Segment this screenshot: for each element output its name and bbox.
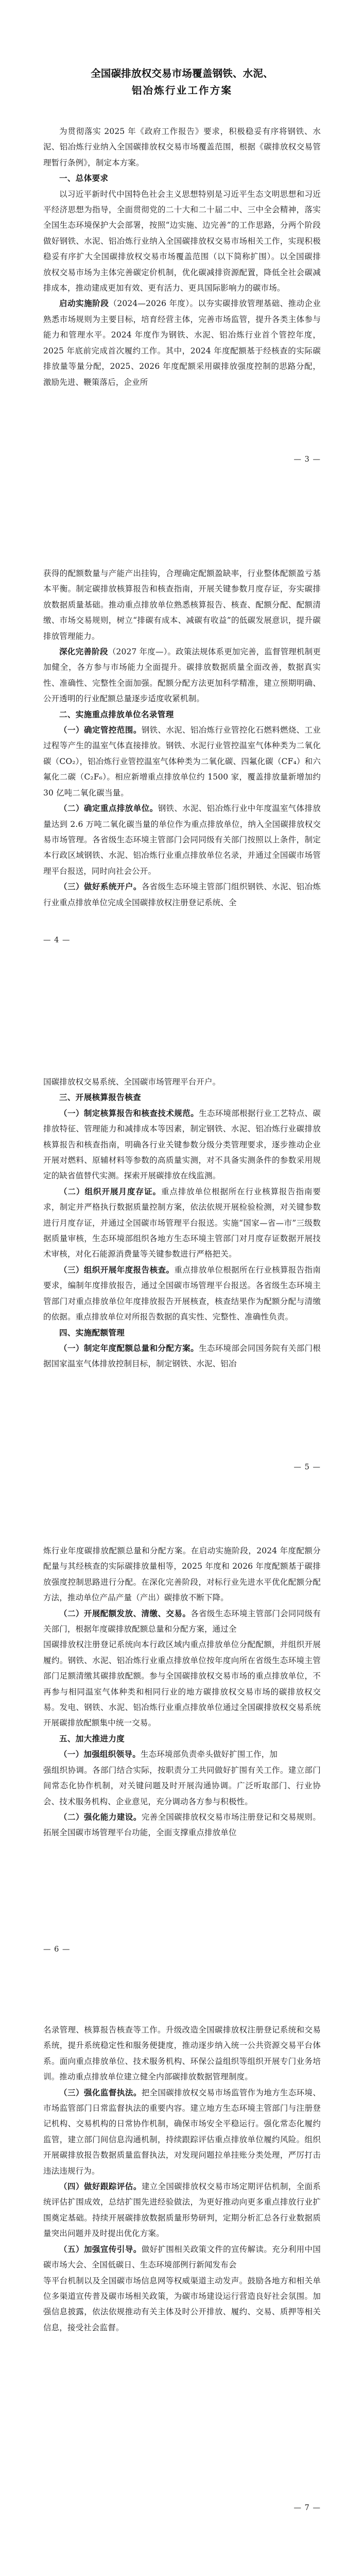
page-number-1: — 3 — [293, 455, 321, 464]
page-2-top-spacer [43, 520, 321, 566]
section-3-item-3-text: 重点排放单位根据所在行业核算报告指南要求，编制年度排放报告，通过全国碳市场管理平台报送。各省级生态环境主管部门对重点排放单位年度排放报告开展核查，核查结果作为配额分配与清缴的依据。重点排放单位对所报告数据的真实性、完整性、准确性负责。 [43, 1265, 321, 1322]
section-3-item-2-label: （二）组织开展月度存证。 [59, 1187, 162, 1196]
page-number-2: — 4 — [43, 936, 71, 944]
section-3-item-2 [43, 1184, 321, 1262]
section-2-item-3-text: 各省级生态环境主管部门组织钢铁、水泥、铝冶炼行业重点排放单位完成全国碳排放权注册登记系统、全 [43, 882, 321, 907]
section-heading-4: 四、实施配额管理 [59, 1328, 125, 1337]
section-3-item-3-label: （三）组织开展年度报告核查。 [59, 1265, 175, 1275]
section-5-item-5-continued: 等平台机制以及全国碳市场信息网等权威渠道主动发声。鼓励各地方和相关单位多渠道宣传普及碳市场相关政策，为碳市场建设运行营造良好社会氛围。加强信息披露，依法依规推动有关主体及时公开排放、履约、交易、质押等相关信息，接受社会监督。 [43, 2276, 321, 2332]
section-3-item-1-text: 生态环境部根据行业工艺特点、碳排放特征、管理能力和减排成本等因素，制定钢铁、水泥、铝冶炼行业碳排放核算报告和核查指南，明确各行业关键参数分级分类管理要求，逐步推动企业开展对燃料、原辅材料等参数的高质量实测，对不具备实测条件的参数采用规定的缺省值替代实测。探索开展碳排放在线监测。 [43, 1108, 321, 1181]
section-3-item-3 [43, 1262, 321, 1325]
section-5-item-4-text: 建立全国碳排放权交易市场定期评估机制，全面系统评估扩围成效，总结扩围先进经验做法，为更好推动向更多重点排放行业扩围奠定基础。持续开展碳排放数据质量形势研判，定期分析汇总各行业数据质量突出问题并及时提出优化方案。 [43, 2182, 321, 2239]
section-2-item-2 [43, 801, 321, 879]
section-heading-3: 三、开展核算报告核查 [59, 1093, 142, 1103]
title-top-spacer [43, 0, 321, 65]
page-5-top-spacer [43, 1973, 321, 2022]
page-title [43, 65, 321, 99]
section-3-item-1 [43, 1106, 321, 1184]
page-3-body [43, 1074, 321, 1372]
page-number-4: — 6 — [43, 1945, 71, 1954]
section-4-item-2-label: （二）开展配额发放、清缴、交易。 [59, 1608, 191, 1618]
section-2-item-2-text: 钢铁、水泥、铝冶炼行业中年度温室气体排放量达到 2.6 万吨二氧化碳当量的单位作为重点排放单位，纳入全国碳排放权交易市场管理。各省级生态环境主管部门会同同级有关部门按照以上条件，制定本行政区域钢铁、水泥、铝冶炼行业重点排放单位名录，并通过全国碳市场管理平台报送，同时向社会公开。 [43, 804, 321, 876]
page-4-body [43, 1543, 321, 1841]
page-title-line-2: 铝冶炼行业工作方案 [131, 84, 233, 96]
section-5-item-3-text: 把全国碳排放权交易市场监管作为地方生态环境、市场监管部门日常监督执法的重要内容。建立地方生态环境主管部门与注册登记机构、交易机构的日常协作机制，确保市场安全平稳运行。强化常态化履约监管，建立部门间信息沟通机制，持续跟踪评估重点排放单位履约风险。组织开展碳排放报告数据质量监督执法，对发现问题拉单挂账分类处理，严厉打击违法违规行为。 [43, 2088, 321, 2176]
page-4-top-spacer [43, 1489, 321, 1543]
page-2-body [43, 566, 321, 910]
section-heading-5: 五、加大推进力度 [59, 1734, 125, 1743]
section-2-item-1-label: （一）确定管控范围。 [59, 725, 142, 735]
section-1-phase-1-continued: 获得的配额数量与产能产出挂钩，合理确定配额盈缺率，行业整体配额盈亏基本平衡。制定碳排放核算报告和核查指南，开展关键参数月度存证，夯实碳排放数据质量基础。推动重点排放单位熟悉核算报告、核查、配额分配、配额清缴、市场交易规则，树立“排碳有成本、减碳有收益”的低碳发展意识，提升碳排放管理能力。 [43, 569, 321, 641]
section-5-item-2-continued: 名录管理、核算报告核查等工作。升级改造全国碳排放权注册登记系统和交易系统，提升系统稳定性和服务便捷度，推动逐步纳入统一公共资源交易平台体系。面向重点排放单位、技术服务机构、环保公益组织等组织开展专门业务培训。推动重点排放单位建立健全内部碳排放数据管理制度。 [43, 2025, 321, 2082]
section-4-item-2 [43, 1606, 321, 1637]
phase-1-text: （2024—2026 年度）。以夯实碳排放管理基础、推动企业熟悉市场规则为主要目标，培育经营主体，完善市场监管，提升各类主体参与能力和管理水平。2024 年度作为钢铁、水泥、铝冶炼行业首个管控年度，2025 年底前完成首次履约工作。其中，2024 年度配额基于经核查的实际碳排放量等量分配，2025、2026 年度配额采用碳排放强度控制的思路分配，激励先进、鞭策落后，企业所 [43, 299, 321, 387]
section-1-phase-2-paragraph [43, 644, 321, 707]
section-4-item-1-label: （一）制定年度配额总量和分配方案。 [59, 1343, 199, 1353]
section-heading-2: 二、实施重点排放单位名录管理 [59, 709, 174, 719]
section-4-item-2-continued: 国碳排放权注册登记系统向本行政区域内重点排放单位分配配额，并组织开展履约。钢铁、水泥、铝冶炼行业重点排放单位按年度向所在省级生态环境主管部门足额清缴其碳排放配额。参与全国碳排放权交易市场的重点排放单位，不再参与相同温室气体种类和相同行业的地方碳排放权交易市场的碳排放权交易。发电、钢铁、水泥、铝冶炼行业重点排放单位通过全国碳排放权交易系统开展碳排放配额集中统一交易。 [43, 1640, 321, 1728]
section-5-item-1-continued: 强组织协调。各部门结合实际，按职责分工共同做好扩围有关工作。建立部门间常态化协作机制，对关键问题及时开展沟通协调。广泛听取部门、行业协会、技术服务机构、企业意见，充分调动各方参与积极性。 [43, 1765, 321, 1806]
section-5-item-5 [43, 2242, 321, 2273]
section-3-item-1-label: （一）制定核算报告和核查技术规范。 [59, 1108, 199, 1118]
document-page-5 [0, 1973, 364, 2576]
section-2-item-3-continued: 国碳排放权交易系统、全国碳市场管理平台开户。 [43, 1077, 221, 1087]
document-page-2 [0, 520, 364, 1005]
section-4-item-1-text: 生态环境部会同国务院有关部门根据国家温室气体排放控制目标，制定钢铁、水泥、铝冶 [43, 1343, 321, 1369]
section-5-item-3-label: （三）强化监督执法。 [59, 2088, 142, 2097]
document-page-4 [0, 1489, 364, 1973]
document-page-3 [0, 1005, 364, 1489]
section-5-item-2-text: 完善全国碳排放权交易市场注册登记和交易规则。拓展全国碳市场管理平台功能，全面支撑重点排放单位 [43, 1812, 321, 1838]
section-5-item-2-label: （二）强化能力建设。 [59, 1812, 142, 1822]
section-2-item-2-label: （二）确定重点排放单位。 [59, 804, 158, 814]
section-5-item-5-text: 做好扩围相关政策文件的宣传解读。充分利用中国碳市场大会、全国低碳日、生态环境部例行新闻发布会 [43, 2244, 321, 2270]
section-4-item-1 [43, 1341, 321, 1372]
section-5-item-1-label: （一）加强组织领导。 [59, 1750, 141, 1759]
section-5-item-3 [43, 2085, 321, 2179]
page-number-3: — 5 — [293, 1463, 321, 1471]
section-5-item-4 [43, 2179, 321, 2242]
section-1-phase-1-paragraph [43, 296, 321, 389]
page-number-5: — 7 — [293, 2504, 321, 2512]
section-5-item-1 [43, 1747, 321, 1762]
section-2-item-3 [43, 879, 321, 910]
preamble-paragraph: 为贯彻落实 2025 年《政府工作报告》要求，积极稳妥有序将钢铁、水泥、铝冶炼行业纳入全国碳排放权交易市场覆盖范围，根据《碳排放权交易管理暂行条例》，制定本方案。 [43, 127, 321, 167]
section-2-item-1 [43, 722, 321, 801]
section-2-item-1-text: 钢铁、水泥、铝冶炼行业管控化石燃料燃烧、工业过程等产生的温室气体直接排放。钢铁、水泥行业管控温室气体种类为二氧化碳（CO₂），铝冶炼行业管控温室气体种类为二氧化碳、四氟化碳（CF₄）和六氟化二碳（C₂F₆）。相应新增重点排放单位约 1500 家，覆盖排放量新增加约 30 亿吨二氧化碳当量。 [43, 725, 321, 798]
phase-2-text: （2027 年度—）。政策法规体系更加完善，监督管理机制更加健全，各方参与市场能力全面提升。碳排放数据质量全面改善，数据真实性、准确性、完整性全面加强。配额分配方法更加科学精准，建立预期明确、公开透明的行业配额总量逐步适度收紧机制。 [43, 647, 321, 704]
section-5-item-4-label: （四）做好跟踪评估。 [59, 2182, 142, 2192]
page-5-body [43, 2022, 321, 2335]
page-3-top-spacer [43, 1005, 321, 1074]
section-4-item-1-continued: 炼行业年度碳排放配额总量和分配方案。在启动实施阶段，2024 年度配额分配量与其经核查的实际碳排放量相等，2025 年度和 2026 年度配额基于碳排放强度控制思路进行分配。在深化完善阶段，对标行业先进水平优化配额分配方法，推动单位产品产量（产出）碳排放不断下降。 [43, 1546, 321, 1603]
section-5-item-1-text: 生态环境部负责牵头做好扩围工作，加 [141, 1750, 278, 1759]
section-heading-1: 一、总体要求 [59, 174, 109, 183]
title-gap-spacer [43, 99, 321, 124]
section-1-paragraph-1: 以习近平新时代中国特色社会主义思想特别是习近平生态文明思想和习近平经济思想为指导，全面贯彻党的二十大和二十届二中、三中全会精神，落实全国生态环境保护大会部署，按照“边实施、边完善”的工作思路，分两个阶段做好钢铁、水泥、铝冶炼行业纳入全国碳排放权交易市场相关工作，实现积极稳妥有序扩大全国碳排放权交易市场覆盖范围（以下简称扩围）。以全国碳排放权交易市场为主体完善碳定价机制，优化碳减排资源配置，降低全社会碳减排成本，推动建成更加有效、更有活力、更具国际影响力的碳市场。 [43, 189, 321, 293]
phase-2-label: 深化完善阶段 [59, 647, 108, 657]
section-4-item-2-text: 各省级生态环境主管部门会同同级有关部门，根据年度碳排放配额总量和分配方案，通过全 [43, 1608, 321, 1634]
page-1-body [43, 124, 321, 390]
document-page-1 [0, 0, 364, 520]
section-3-item-2-text: 重点排放单位根据所在行业核算报告指南要求，制定并严格执行数据质量控制方案，依法依规开展检验检测，对关键参数进行月度存证，并通过全国碳市场管理平台报送。实施“国家—省—市”三级数据质量审核，生态环境部组织各地方生态环境主管部门对月度存证数据开展技术审核，对化石能源消费量等关键参数进行严格把关。 [43, 1187, 321, 1259]
section-5-item-5-label: （五）加强宣传引导。 [59, 2244, 142, 2254]
page-title-line-1: 全国碳排放权交易市场覆盖钢铁、水泥、 [91, 67, 273, 79]
phase-1-label: 启动实施阶段 [59, 299, 109, 309]
section-5-item-2 [43, 1809, 321, 1841]
section-2-item-3-label: （三）做好系统开户。 [59, 882, 142, 892]
